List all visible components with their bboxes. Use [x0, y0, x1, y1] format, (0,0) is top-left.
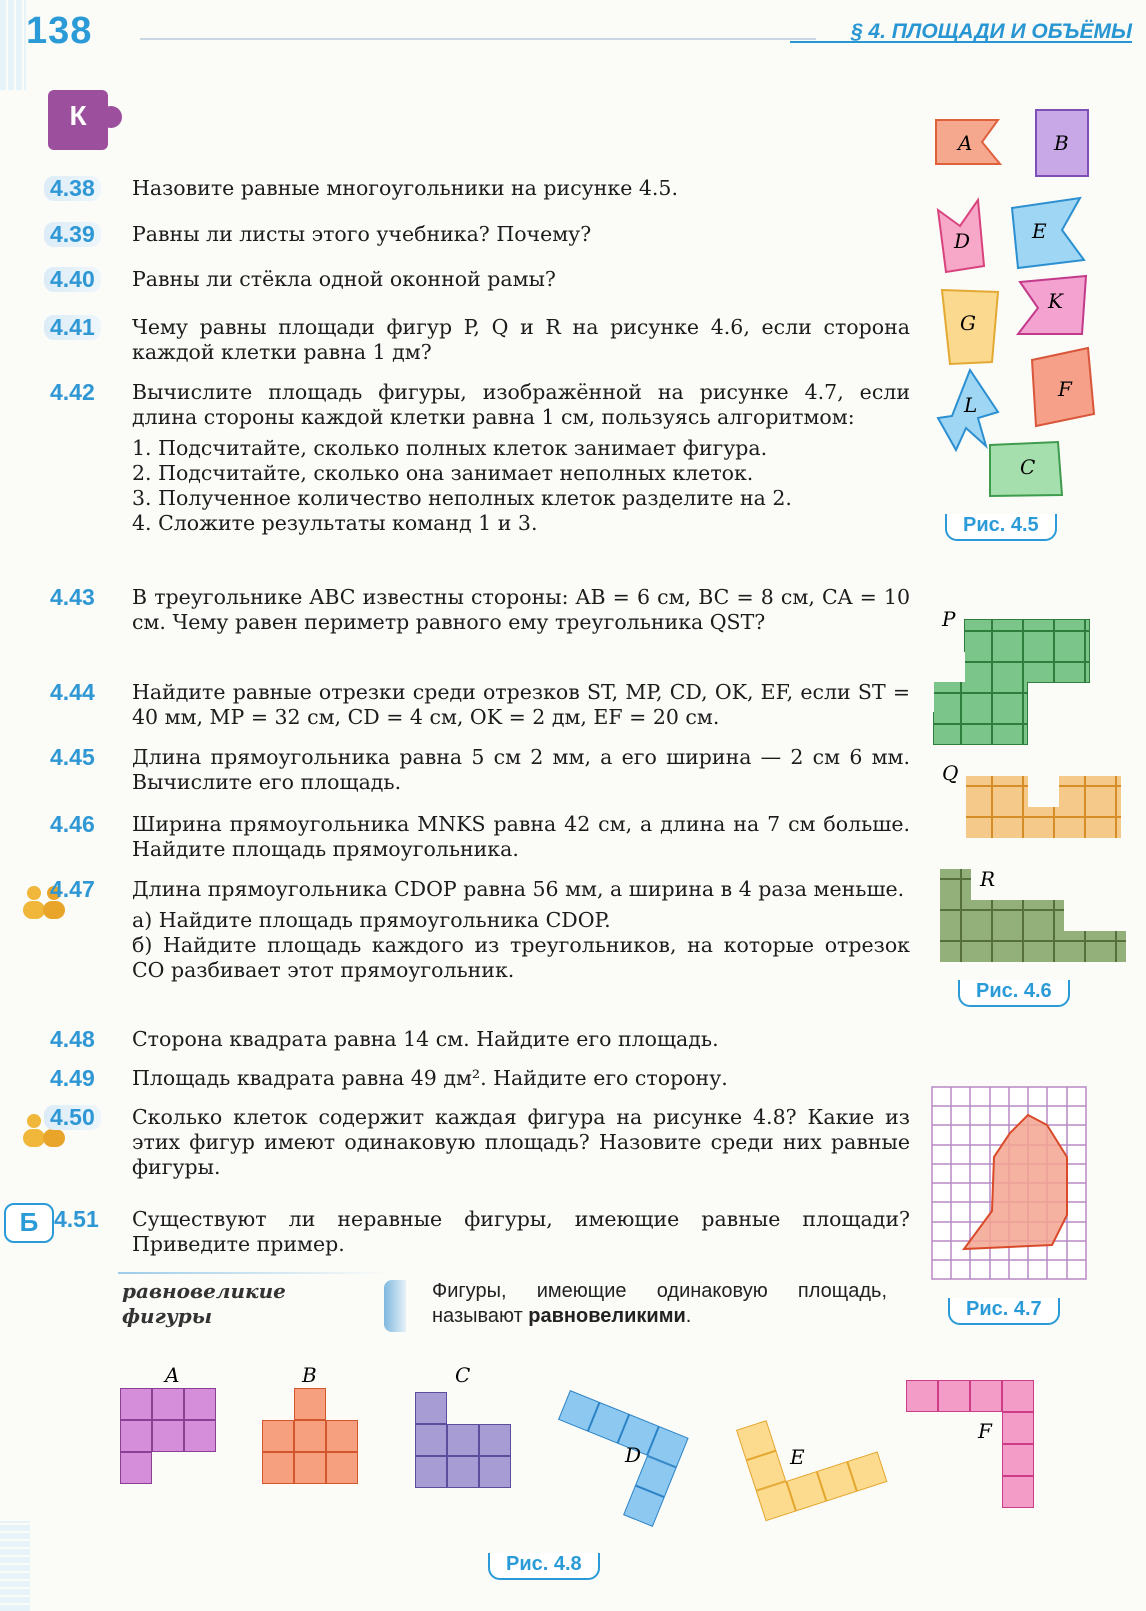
- definition-end: .: [685, 1305, 692, 1327]
- label-c: C: [1020, 455, 1036, 479]
- figure-4-5: [920, 100, 1120, 510]
- exercise-4-38: [50, 176, 910, 201]
- exercise-text: Назовите равные многоугольники на рисунке 4.5.: [132, 176, 678, 200]
- header-rule: [140, 38, 816, 40]
- exercise-text: Длина прямоугольника CDOP равна 56 мм, а ширина в 4 раза меньше.: [132, 877, 905, 901]
- figure-a: [120, 1388, 216, 1484]
- definition-text: Фигуры, имеющие одинаковую площадь, называют: [432, 1280, 887, 1327]
- exercise-text: В треугольнике ABC известны стороны: AB = 6 см, BC = 8 см, CA = 10 см. Чему равен периметр равного ему треугольника QST?: [132, 585, 910, 634]
- exercise-text: Сколько клеток содержит каждая фигура на рисунке 4.8? Какие из этих фигур имеют одинаковую площадь? Назовите среди них равные фигуры.: [132, 1105, 910, 1179]
- exercise-4-40: [50, 267, 910, 292]
- caption-fig-4-6: Рис. 4.6: [958, 980, 1070, 1007]
- algorithm-step-1: 1. Подсчитайте, сколько полных клеток занимает фигура.: [132, 436, 768, 460]
- exercise-4-46: [50, 812, 910, 862]
- exercise-number: 4.42: [50, 379, 95, 405]
- label-c: C: [455, 1363, 471, 1387]
- label-d: D: [954, 229, 971, 253]
- exercise-text: Существуют ли неравные фигуры, имеющие равные площади? Приведите пример.: [132, 1207, 910, 1256]
- corner-decoration: [0, 0, 26, 90]
- exercise-number: 4.39: [44, 222, 101, 247]
- section-badge: [48, 90, 108, 150]
- algorithm-step-2: 2. Подсчитайте, сколько она занимает неполных клеток.: [132, 461, 754, 485]
- label-r: R: [980, 867, 996, 891]
- exercise-4-39: [50, 222, 910, 247]
- label-f: F: [1058, 377, 1072, 401]
- label-f: F: [978, 1419, 992, 1443]
- exercise-number: 4.48: [50, 1026, 95, 1052]
- figure-d: [534, 1390, 689, 1527]
- label-l: L: [964, 393, 978, 417]
- label-a: A: [165, 1363, 180, 1387]
- label-a: A: [958, 131, 973, 155]
- label-e: E: [790, 1445, 805, 1469]
- exercise-number: 4.41: [44, 315, 101, 340]
- definition-term: равновеликими: [528, 1305, 686, 1327]
- exercise-number: 4.50: [44, 1105, 101, 1130]
- exercise-4-47: [50, 877, 910, 983]
- figure-e: [736, 1390, 887, 1521]
- exercise-4-44: [50, 680, 910, 730]
- label-k: K: [1048, 289, 1063, 313]
- figure-b: [262, 1388, 358, 1484]
- exercise-number: 4.51: [54, 1206, 99, 1232]
- shape-k: [1018, 276, 1086, 334]
- figure-q: [966, 776, 1121, 838]
- subtask-a: а) Найдите площадь прямоугольника CDOP.: [132, 908, 611, 932]
- subtask-b: б) Найдите площадь каждого из треугольников, на которые отрезок CO разбивает этот прямоугольник.: [132, 933, 910, 982]
- advanced-badge: Б: [4, 1203, 54, 1243]
- label-b: B: [1054, 131, 1069, 155]
- exercise-number: 4.44: [50, 679, 95, 705]
- sidenote-term: равновеликие фигуры: [122, 1279, 286, 1328]
- label-q: Q: [942, 761, 959, 785]
- definition-bar: [384, 1280, 406, 1332]
- shape-d: [938, 200, 984, 272]
- shape-f: [1032, 348, 1094, 426]
- shape-a: [936, 120, 1000, 164]
- exercise-4-41: [50, 315, 910, 365]
- label-p: P: [942, 607, 956, 631]
- exercise-text: Найдите равные отрезки среди отрезков ST, MP, CD, OK, EF, если ST = 40 мм, MP = 32 см, CD = 4 см, OK = 2 дм, EF = 20 см.: [132, 680, 910, 729]
- figure-p-cells: [934, 620, 1089, 744]
- exercise-number: 4.47: [50, 876, 95, 902]
- algorithm-step-4: 4. Сложите результаты команд 1 и 3.: [132, 511, 538, 535]
- exercise-4-42: [50, 380, 910, 536]
- exercise-number: 4.46: [50, 811, 95, 837]
- shape-b: [1036, 110, 1088, 176]
- exercise-4-45: [50, 745, 910, 795]
- exercise-text: Вычислите площадь фигуры, изображённой на рисунке 4.7, если длина стороны каждой клетки равна 1 см, пользуясь алгоритмом:: [132, 380, 910, 429]
- exercise-text: Площадь квадрата равна 49 дм². Найдите его сторону.: [132, 1066, 728, 1090]
- exercise-number: 4.43: [50, 584, 95, 610]
- exercise-4-49: [50, 1066, 910, 1091]
- shape-l: [938, 370, 998, 450]
- exercise-number: 4.49: [50, 1065, 95, 1091]
- exercise-4-50: [50, 1105, 910, 1180]
- exercise-text: Чему равны площади фигур P, Q и R на рисунке 4.6, если сторона каждой клетки равна 1 дм?: [132, 315, 910, 364]
- page-number: 138: [26, 10, 93, 52]
- definition: [432, 1279, 887, 1329]
- exercise-4-51: [19, 1206, 910, 1257]
- figure-c: [415, 1392, 511, 1488]
- figure-4-8: [110, 1360, 1070, 1540]
- caption-fig-4-7: Рис. 4.7: [948, 1298, 1060, 1325]
- exercise-text: Равны ли стёкла одной оконной рамы?: [132, 267, 556, 291]
- exercise-4-48: [50, 1027, 910, 1052]
- shape-e: [1012, 198, 1084, 268]
- label-g: G: [960, 311, 976, 335]
- label-b: B: [302, 1363, 317, 1387]
- exercise-text: Равны ли листы этого учебника? Почему?: [132, 222, 592, 246]
- algorithm-step-3: 3. Полученное количество неполных клеток разделите на 2.: [132, 486, 792, 510]
- caption-fig-4-5: Рис. 4.5: [945, 514, 1057, 541]
- label-e: E: [1032, 219, 1047, 243]
- exercise-number: 4.45: [50, 744, 95, 770]
- exercise-4-43: [50, 585, 910, 635]
- exercise-text: Длина прямоугольника равна 5 см 2 мм, а его ширина — 2 см 6 мм. Вычислите его площадь.: [132, 745, 910, 794]
- exercise-text: Сторона квадрата равна 14 см. Найдите его площадь.: [132, 1027, 719, 1051]
- figure-4-6: [930, 600, 1130, 980]
- caption-fig-4-8: Рис. 4.8: [488, 1553, 600, 1580]
- shape-g: [942, 290, 998, 364]
- shape-c: [990, 442, 1062, 496]
- corner-decoration-bottom: [0, 1521, 30, 1611]
- figure-4-7: [930, 1085, 1090, 1285]
- figure-r: [940, 869, 1126, 962]
- sidenote-rule: [118, 1272, 388, 1274]
- exercise-number: 4.40: [44, 267, 101, 292]
- figure-f: [906, 1380, 1034, 1508]
- label-d: D: [625, 1443, 642, 1467]
- section-badge-letter: К: [69, 100, 87, 131]
- exercise-number: 4.38: [44, 176, 101, 201]
- section-title: § 4. ПЛОЩАДИ И ОБЪЁМЫ: [850, 20, 1132, 43]
- exercise-text: Ширина прямоугольника MNKS равна 42 см, а длина на 7 см больше. Найдите площадь прямоугольника.: [132, 812, 910, 861]
